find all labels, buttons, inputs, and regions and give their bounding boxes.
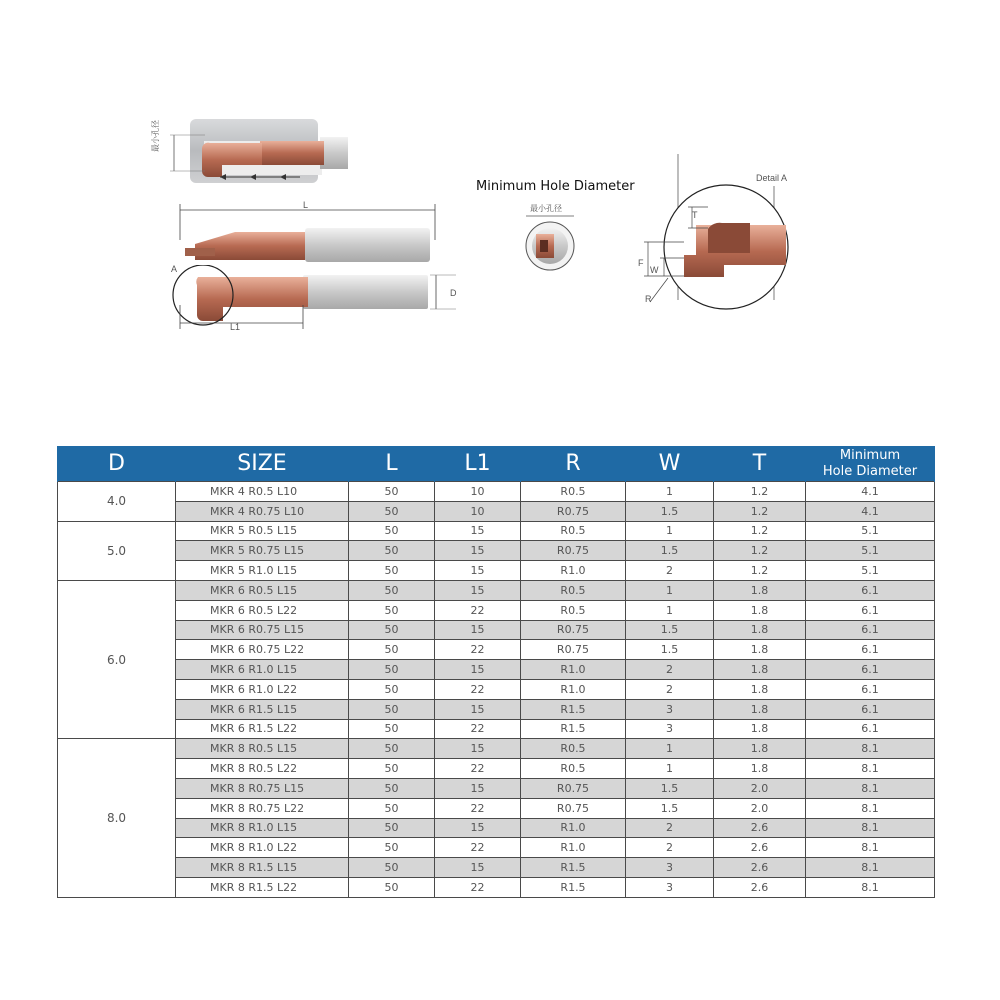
header-L1: L1 <box>435 446 521 482</box>
R-cell: R0.5 <box>521 521 626 541</box>
L1-cell: 15 <box>435 541 521 561</box>
T-cell: 2.0 <box>714 778 806 798</box>
min-hole-cell: 6.1 <box>806 679 935 699</box>
detail-A-view <box>636 150 806 320</box>
W-cell: 3 <box>626 858 714 878</box>
header-size: SIZE <box>176 446 349 482</box>
hole-front-view <box>522 212 578 274</box>
size-cell: MKR 5 R0.75 L15 <box>176 541 349 561</box>
header-R: R <box>521 446 626 482</box>
R-cell: R1.0 <box>521 679 626 699</box>
L1-cell: 22 <box>435 600 521 620</box>
min-hole-cell: 6.1 <box>806 620 935 640</box>
W-cell: 1 <box>626 600 714 620</box>
min-hole-cell: 8.1 <box>806 778 935 798</box>
R-cell: R1.5 <box>521 877 626 897</box>
W-cell: 2 <box>626 679 714 699</box>
table-row <box>58 719 935 739</box>
L-cell: 50 <box>349 521 435 541</box>
R-cell: R1.0 <box>521 838 626 858</box>
L-cell: 50 <box>349 640 435 660</box>
size-cell: MKR 8 R0.5 L15 <box>176 739 349 759</box>
L1-cell: 22 <box>435 640 521 660</box>
L-cell: 50 <box>349 660 435 680</box>
detail-A-title: Detail A <box>756 173 788 183</box>
L1-cell: 15 <box>435 521 521 541</box>
T-cell: 1.8 <box>714 600 806 620</box>
size-cell: MKR 6 R0.5 L22 <box>176 600 349 620</box>
W-cell: 2 <box>626 660 714 680</box>
spec-table <box>57 446 935 898</box>
min-hole-cell: 6.1 <box>806 719 935 739</box>
T-cell: 1.8 <box>714 699 806 719</box>
W-cell: 1.5 <box>626 620 714 640</box>
table-row <box>58 858 935 878</box>
L-cell: 50 <box>349 858 435 878</box>
table-row <box>58 640 935 660</box>
T-cell: 1.8 <box>714 739 806 759</box>
table-row <box>58 561 935 581</box>
diameter-cell: 6.0 <box>58 580 176 738</box>
R-cell: R0.75 <box>521 640 626 660</box>
table-row <box>58 521 935 541</box>
T-cell: 1.8 <box>714 580 806 600</box>
R-cell: R1.0 <box>521 660 626 680</box>
min-hole-cell: 8.1 <box>806 838 935 858</box>
R-cell: R0.75 <box>521 541 626 561</box>
diameter-cell: 8.0 <box>58 739 176 897</box>
L-cell: 50 <box>349 798 435 818</box>
size-cell: MKR 6 R1.5 L22 <box>176 719 349 739</box>
min-hole-cell: 8.1 <box>806 858 935 878</box>
min-hole-cell: 6.1 <box>806 600 935 620</box>
min-hole-cell: 4.1 <box>806 482 935 502</box>
W-cell: 1.5 <box>626 541 714 561</box>
L1-cell: 15 <box>435 739 521 759</box>
L-cell: 50 <box>349 501 435 521</box>
R-cell: R1.5 <box>521 719 626 739</box>
T-cell: 1.2 <box>714 561 806 581</box>
size-cell: MKR 6 R1.0 L22 <box>176 679 349 699</box>
W-cell: 3 <box>626 719 714 739</box>
table-body <box>58 482 935 898</box>
min-hole-cell: 8.1 <box>806 877 935 897</box>
min-hole-cell: 6.1 <box>806 580 935 600</box>
min-hole-cell: 8.1 <box>806 818 935 838</box>
header-T: T <box>714 446 806 482</box>
T-cell: 1.2 <box>714 482 806 502</box>
W-cell: 1 <box>626 580 714 600</box>
L-cell: 50 <box>349 580 435 600</box>
L1-cell: 22 <box>435 877 521 897</box>
W-cell: 1.5 <box>626 640 714 660</box>
min-hole-cell: 5.1 <box>806 541 935 561</box>
L1-cell: 15 <box>435 660 521 680</box>
detail-A-marker-label: A <box>171 264 178 274</box>
size-cell: MKR 6 R0.75 L22 <box>176 640 349 660</box>
T-cell: 1.8 <box>714 620 806 640</box>
min-hole-diameter-title: Minimum Hole Diameter <box>476 179 635 194</box>
table-row <box>58 501 935 521</box>
table-header-row <box>58 446 935 482</box>
R-cell: R0.75 <box>521 501 626 521</box>
W-cell: 1.5 <box>626 778 714 798</box>
T-cell: 1.2 <box>714 541 806 561</box>
T-cell: 1.8 <box>714 660 806 680</box>
R-cell: R1.5 <box>521 858 626 878</box>
L-cell: 50 <box>349 699 435 719</box>
T-cell: 1.8 <box>714 759 806 779</box>
L-cell: 50 <box>349 719 435 739</box>
size-cell: MKR 6 R0.75 L15 <box>176 620 349 640</box>
R-cell: R0.5 <box>521 739 626 759</box>
dimension-D-label: D <box>450 288 457 298</box>
T-cell: 2.6 <box>714 877 806 897</box>
L1-cell: 22 <box>435 838 521 858</box>
header-min-hole-diameter <box>806 446 935 482</box>
L1-cell: 15 <box>435 561 521 581</box>
table-row <box>58 877 935 897</box>
L1-cell: 10 <box>435 482 521 502</box>
min-hole-cell: 4.1 <box>806 501 935 521</box>
min-hole-cn-label-top: 最小孔径 <box>151 120 160 152</box>
size-cell: MKR 8 R1.0 L22 <box>176 838 349 858</box>
W-cell: 1.5 <box>626 798 714 818</box>
dimension-R-label: R <box>645 294 652 304</box>
table-row <box>58 838 935 858</box>
R-cell: R1.0 <box>521 561 626 581</box>
size-cell: MKR 6 R0.5 L15 <box>176 580 349 600</box>
table-row <box>58 600 935 620</box>
W-cell: 2 <box>626 561 714 581</box>
T-cell: 2.6 <box>714 858 806 878</box>
min-hole-cell: 5.1 <box>806 561 935 581</box>
tool-in-bore-illustration <box>160 115 350 190</box>
W-cell: 2 <box>626 818 714 838</box>
min-hole-cell: 6.1 <box>806 660 935 680</box>
L-cell: 50 <box>349 818 435 838</box>
size-cell: MKR 4 R0.5 L10 <box>176 482 349 502</box>
tool-side-view <box>175 200 445 270</box>
R-cell: R0.5 <box>521 759 626 779</box>
L1-cell: 15 <box>435 778 521 798</box>
table-row <box>58 798 935 818</box>
W-cell: 3 <box>626 699 714 719</box>
size-cell: MKR 5 R1.0 L15 <box>176 561 349 581</box>
T-cell: 1.8 <box>714 640 806 660</box>
header-mhd-line2: Hole Diameter <box>822 463 918 479</box>
min-hole-cell: 6.1 <box>806 640 935 660</box>
L-cell: 50 <box>349 739 435 759</box>
min-hole-cell: 8.1 <box>806 798 935 818</box>
header-D: D <box>58 446 176 482</box>
W-cell: 1.5 <box>626 501 714 521</box>
L1-cell: 15 <box>435 858 521 878</box>
table-row <box>58 580 935 600</box>
L-cell: 50 <box>349 541 435 561</box>
table-row <box>58 679 935 699</box>
min-hole-cell: 5.1 <box>806 521 935 541</box>
L-cell: 50 <box>349 561 435 581</box>
table-row <box>58 541 935 561</box>
size-cell: MKR 5 R0.5 L15 <box>176 521 349 541</box>
T-cell: 2.0 <box>714 798 806 818</box>
W-cell: 2 <box>626 838 714 858</box>
size-cell: MKR 4 R0.75 L10 <box>176 501 349 521</box>
diameter-cell: 4.0 <box>58 482 176 522</box>
R-cell: R0.5 <box>521 600 626 620</box>
dimension-W-label: W <box>650 265 659 275</box>
header-W: W <box>626 446 714 482</box>
W-cell: 1 <box>626 482 714 502</box>
R-cell: R0.75 <box>521 620 626 640</box>
W-cell: 1 <box>626 521 714 541</box>
L1-cell: 22 <box>435 798 521 818</box>
L1-cell: 10 <box>435 501 521 521</box>
R-cell: R1.5 <box>521 699 626 719</box>
dimension-L1-label: L1 <box>230 322 241 332</box>
min-hole-cell: 8.1 <box>806 759 935 779</box>
L1-cell: 15 <box>435 580 521 600</box>
L-cell: 50 <box>349 620 435 640</box>
L1-cell: 15 <box>435 699 521 719</box>
table-row <box>58 620 935 640</box>
tool-detail-view <box>168 265 458 335</box>
R-cell: R1.0 <box>521 818 626 838</box>
size-cell: MKR 8 R1.0 L15 <box>176 818 349 838</box>
size-cell: MKR 8 R1.5 L22 <box>176 877 349 897</box>
W-cell: 1 <box>626 759 714 779</box>
T-cell: 1.8 <box>714 679 806 699</box>
header-L: L <box>349 446 435 482</box>
T-cell: 2.6 <box>714 838 806 858</box>
size-cell: MKR 8 R0.5 L22 <box>176 759 349 779</box>
L1-cell: 22 <box>435 679 521 699</box>
L-cell: 50 <box>349 600 435 620</box>
R-cell: R0.5 <box>521 482 626 502</box>
dimension-T-label: T <box>692 210 698 220</box>
L-cell: 50 <box>349 482 435 502</box>
R-cell: R0.75 <box>521 778 626 798</box>
size-cell: MKR 8 R0.75 L15 <box>176 778 349 798</box>
table-row <box>58 818 935 838</box>
dimension-L-label: L <box>303 200 309 210</box>
size-cell: MKR 6 R1.0 L15 <box>176 660 349 680</box>
size-cell: MKR 8 R1.5 L15 <box>176 858 349 878</box>
diameter-cell: 5.0 <box>58 521 176 580</box>
size-cell: MKR 6 R1.5 L15 <box>176 699 349 719</box>
table-row <box>58 778 935 798</box>
L-cell: 50 <box>349 759 435 779</box>
table-row <box>58 482 935 502</box>
R-cell: R0.75 <box>521 798 626 818</box>
size-cell: MKR 8 R0.75 L22 <box>176 798 349 818</box>
L-cell: 50 <box>349 877 435 897</box>
table-row <box>58 660 935 680</box>
L1-cell: 15 <box>435 620 521 640</box>
T-cell: 1.2 <box>714 501 806 521</box>
table-row <box>58 739 935 759</box>
table-row <box>58 759 935 779</box>
L1-cell: 22 <box>435 759 521 779</box>
L-cell: 50 <box>349 838 435 858</box>
W-cell: 3 <box>626 877 714 897</box>
R-cell: R0.5 <box>521 580 626 600</box>
T-cell: 2.6 <box>714 818 806 838</box>
L-cell: 50 <box>349 679 435 699</box>
table-row <box>58 699 935 719</box>
header-mhd-line1: Minimum <box>839 447 901 463</box>
L1-cell: 15 <box>435 818 521 838</box>
min-hole-cn-label: 最小孔径 <box>530 204 562 213</box>
min-hole-cell: 8.1 <box>806 739 935 759</box>
T-cell: 1.2 <box>714 521 806 541</box>
min-hole-cell: 6.1 <box>806 699 935 719</box>
W-cell: 1 <box>626 739 714 759</box>
T-cell: 1.8 <box>714 719 806 739</box>
L-cell: 50 <box>349 778 435 798</box>
L1-cell: 22 <box>435 719 521 739</box>
dimension-F-label: F <box>638 258 644 268</box>
